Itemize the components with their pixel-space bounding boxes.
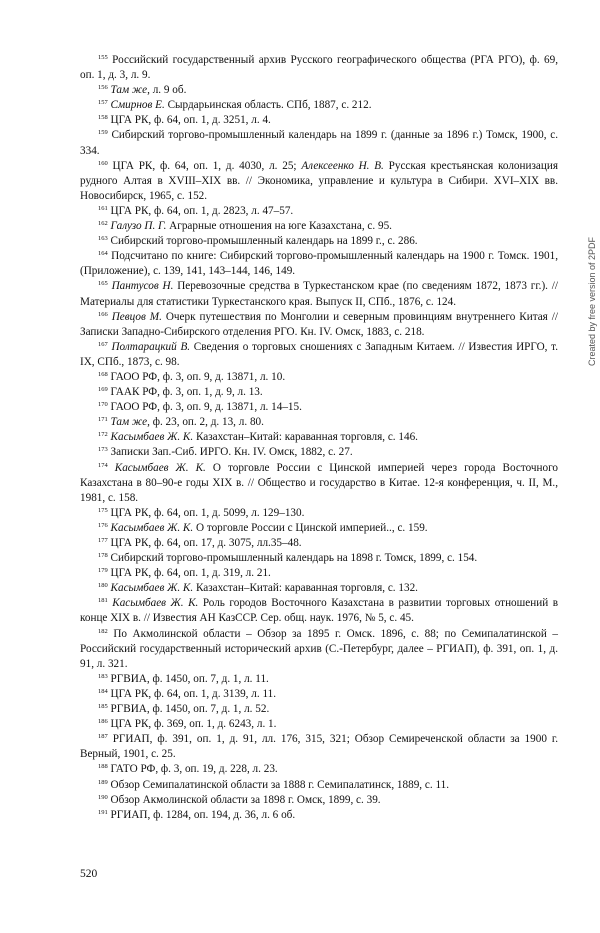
footnote (80, 808, 558, 823)
footnote-number: 182 (98, 627, 108, 635)
footnote-number: 167 (98, 340, 108, 348)
footnote (80, 279, 558, 309)
footnote-number: 166 (98, 310, 108, 318)
footnote-number: 178 (98, 552, 108, 560)
footnote (80, 521, 558, 536)
footnote-number: 165 (98, 280, 108, 288)
footnote (80, 340, 558, 370)
footnote-text: ЦГА РК, ф. 64, оп. 1, д. 3139, л. 11. (110, 687, 277, 700)
footnote-number: 163 (98, 235, 108, 243)
footnote (80, 415, 558, 430)
footnote-text: ГАОО РФ, ф. 3, оп. 9, д. 13871, л. 10. (110, 370, 286, 383)
footnote-text: По Акмолинской области – Обзор за 1895 г. Омск. 1896, с. 88; по Семипалатинской – Российский государственный исторический архив (С.-Петербург, далее – РГИАП), ф. 391, оп. 1, д. 91, л. 321. (80, 627, 558, 670)
footnote-number: 157 (98, 99, 108, 107)
footnote-text: Сырдарьинская область. СПб, 1887, с. 212. (164, 99, 372, 112)
footnote-text: ЦГА РК, ф. 369, оп. 1, д. 6243, л. 1. (110, 718, 277, 731)
footnote-text: РГВИА, ф. 1450, оп. 7, д. 1, л. 52. (110, 703, 270, 716)
footnote (80, 581, 558, 596)
footnote-text: Российский государственный архив Русского географического общества (РГА РГО), ф. 69, оп. 1, д. 3, л. 9. (80, 54, 558, 82)
footnote (80, 53, 558, 83)
footnote-text: Сибирский торгово-промышленный календарь на 1898 г. Томск, 1899, с. 154. (110, 552, 478, 565)
footnote-author: Пантусов Н. (111, 280, 174, 293)
footnote-author: Алексеенко Н. В. (301, 159, 384, 172)
footnote-text: ЦГА РК, ф. 64, оп. 1, д. 319, л. 21. (110, 567, 271, 580)
footnote-text: ГАОО РФ, ф. 3, оп. 9, д. 13871, л. 14–15. (110, 401, 302, 414)
footnote (80, 234, 558, 249)
footnote-text-lead: ЦГА РК, ф. 64, оп. 1, д. 4030, л. 25; (112, 159, 302, 172)
footnote-number: 184 (98, 687, 108, 695)
footnote (80, 717, 558, 732)
footnote-number: 190 (98, 793, 108, 801)
footnote-number: 168 (98, 370, 108, 378)
footnote-number: 186 (98, 718, 108, 726)
footnote-text: Очерк путешествия по Монголии и северным провинциям внутреннего Китая // Записки Западно-Сибирского отделения РГО. Кн. IV. Омск, 1883, с. 218. (80, 310, 559, 338)
footnote-author: Касымбаев Ж. К. (114, 461, 206, 474)
footnote-author: Касымбаев Ж. К. (110, 431, 194, 444)
footnote-text: РГИАП, ф. 1284, оп. 194, д. 36, л. 6 об. (110, 808, 296, 821)
footnote (80, 430, 558, 445)
footnote-text: Обзор Семипалатинской области за 1888 г. Семипалатинск, 1889, с. 11. (110, 778, 450, 791)
footnote-number: 180 (98, 582, 108, 590)
footnote-text: ГАТО РФ, ф. 3, оп. 19, д. 228, л. 23. (110, 763, 278, 776)
footnote-number: 162 (98, 220, 108, 228)
footnote-number: 191 (98, 808, 108, 816)
footnote-text: Русская крестьянская колонизация рудного Алтая в XVIII–XIX вв. // Экономика, управление и культура в Сибири. XVI–XIX вв. Новосибирск, 1965, с. 152. (80, 159, 558, 202)
footnote (80, 400, 558, 415)
footnote-author: Полтарацкий В. (111, 340, 191, 353)
footnote-text: ЦГА РК, ф. 64, оп. 1, д. 3251, л. 4. (110, 114, 271, 127)
footnote (80, 98, 558, 113)
footnote-text: РГИАП, ф. 391, оп. 1, д. 91, лл. 176, 315, 321; Обзор Семиреченской области за 1900 г. Верный, 1901, с. 25. (80, 733, 559, 761)
footnote (80, 762, 558, 777)
footnote-number: 159 (98, 129, 108, 137)
footnote (80, 551, 558, 566)
footnote-number: 188 (98, 763, 108, 771)
footnote-number: 160 (98, 159, 108, 167)
footnote-text: О торговле России с Цинской империей через города Восточного Казахстана в 80–90-е годы XIX в. // Общество и государство в Китае. 12-я конференция, ч. II, М., 1981, с. 158. (80, 461, 558, 504)
footnote-text: Записки Зап.-Сиб. ИРГО. Кн. IV. Омск, 1882, с. 27. (110, 446, 353, 459)
footnote-number: 161 (98, 204, 108, 212)
footnote-text: Сибирский торгово-промышленный календарь на 1899 г. (данные за 1896 г.) Томск, 1900, с. 334. (80, 129, 558, 157)
footnote-number: 177 (98, 537, 108, 544)
footnote (80, 204, 558, 219)
footnote (80, 778, 558, 793)
footnote-number: 158 (98, 114, 108, 122)
footnote (80, 310, 558, 340)
footnote-number: 164 (98, 250, 108, 258)
footnote-text: Сведения о торговых сношениях с Западным Китаем. // Известия ИРГО, т. IX, СПб., 1873, с. 98. (80, 340, 558, 368)
footnote (80, 445, 558, 460)
page-number: 520 (80, 868, 98, 880)
footnote (80, 461, 558, 506)
footnote-number: 179 (98, 567, 108, 575)
footnote (80, 370, 558, 385)
footnote (80, 566, 558, 581)
footnote-number: 187 (98, 733, 108, 741)
footnote-number: 183 (98, 672, 108, 680)
footnote (80, 219, 558, 234)
footnote-number: 185 (98, 703, 108, 711)
footnote-number: 155 (98, 54, 108, 61)
footnote-number: 170 (98, 401, 108, 409)
footnote (80, 536, 558, 551)
footnote-text: Роль городов Восточного Казахстана в развитии торговых отношений в конце XIX в. // Известия АН КазССР. Сер. общ. наук. 1976, № 5, с. 45. (80, 597, 558, 625)
footnote-number: 189 (98, 778, 108, 786)
footnote-text: Казахстан–Китай: караванная торговля, с. 146. (193, 431, 418, 444)
footnote-text: Подсчитано по книге: Сибирский торгово-промышленный календарь на 1900 г. Томск. 1901, (Приложение), с. 139, 141, 143–144, 146, 149. (80, 250, 558, 278)
footnote (80, 732, 558, 762)
footnote-author: Там же, (110, 416, 150, 429)
footnote (80, 687, 558, 702)
footnote-text: ЦГА РК, ф. 64, оп. 17, д. 3075, лл.35–48. (110, 537, 302, 549)
footnote-number: 176 (98, 521, 108, 529)
footnote (80, 793, 558, 808)
footnote-text: ф. 23, оп. 2, д. 13, л. 80. (149, 416, 264, 429)
footnote-text: Сибирский торгово-промышленный календарь на 1899 г., с. 286. (110, 235, 418, 248)
footnote (80, 159, 558, 204)
footnote (80, 506, 558, 521)
footnote-number: 173 (98, 446, 108, 454)
footnote-number: 172 (98, 431, 108, 439)
footnote-author: Касымбаев Ж. К. (110, 582, 194, 595)
footnotes-list (80, 53, 558, 823)
footnote-number: 169 (98, 386, 108, 394)
footnote-author: Певцов М. (111, 310, 162, 323)
footnote (80, 385, 558, 400)
footnote (80, 596, 558, 626)
footnote-text: О торговле России с Цинской империей.., с. 159. (193, 521, 428, 534)
footnote-text: ЦГА РК, ф. 64, оп. 1, д. 5099, л. 129–130. (110, 506, 305, 519)
footnote-text: РГВИА, ф. 1450, оп. 7, д. 1, л. 11. (110, 672, 269, 685)
footnote-text: Казахстан–Китай: караванная торговля, с. 132. (193, 582, 418, 595)
footnote-number: 181 (98, 597, 108, 605)
footnote-text: Обзор Акмолинской области за 1898 г. Омск, 1899, с. 39. (110, 793, 381, 806)
footnote (80, 672, 558, 687)
footnote-text: л. 9 об. (149, 84, 187, 97)
footnote-text: Аграрные отношения на юге Казахстана, с. 95. (166, 220, 392, 233)
footnote-number: 156 (98, 84, 108, 92)
footnote-author: Галузо П. Г. (110, 220, 167, 233)
watermark-text: Created by free version of 2PDF (587, 236, 597, 366)
footnote-number: 174 (98, 461, 108, 469)
footnote-author: Касымбаев Ж. К. (110, 521, 194, 534)
footnote (80, 128, 558, 158)
footnote (80, 627, 558, 672)
footnote (80, 113, 558, 128)
footnote-text: ЦГА РК, ф. 64, оп. 1, д. 2823, л. 47–57. (110, 204, 294, 217)
footnote-number: 175 (98, 506, 108, 514)
footnote-author: Там же, (110, 84, 150, 97)
footnote-text: Перевозочные средства в Туркестанском крае (по сведениям 1872, 1873 гг.). // Материалы для статистики Туркестанского края. Выпуск II, СПб., 1876, с. 124. (80, 280, 558, 308)
footnote-author: Смирнов Е. (110, 99, 165, 112)
footnote-number: 171 (98, 416, 108, 424)
footnote-author: Касымбаев Ж. К. (112, 597, 199, 610)
footnote (80, 83, 558, 98)
footnote (80, 702, 558, 717)
footnote-text: ГААК РФ, ф. 3, оп. 1, д. 9, л. 13. (110, 386, 263, 399)
footnote (80, 249, 558, 279)
